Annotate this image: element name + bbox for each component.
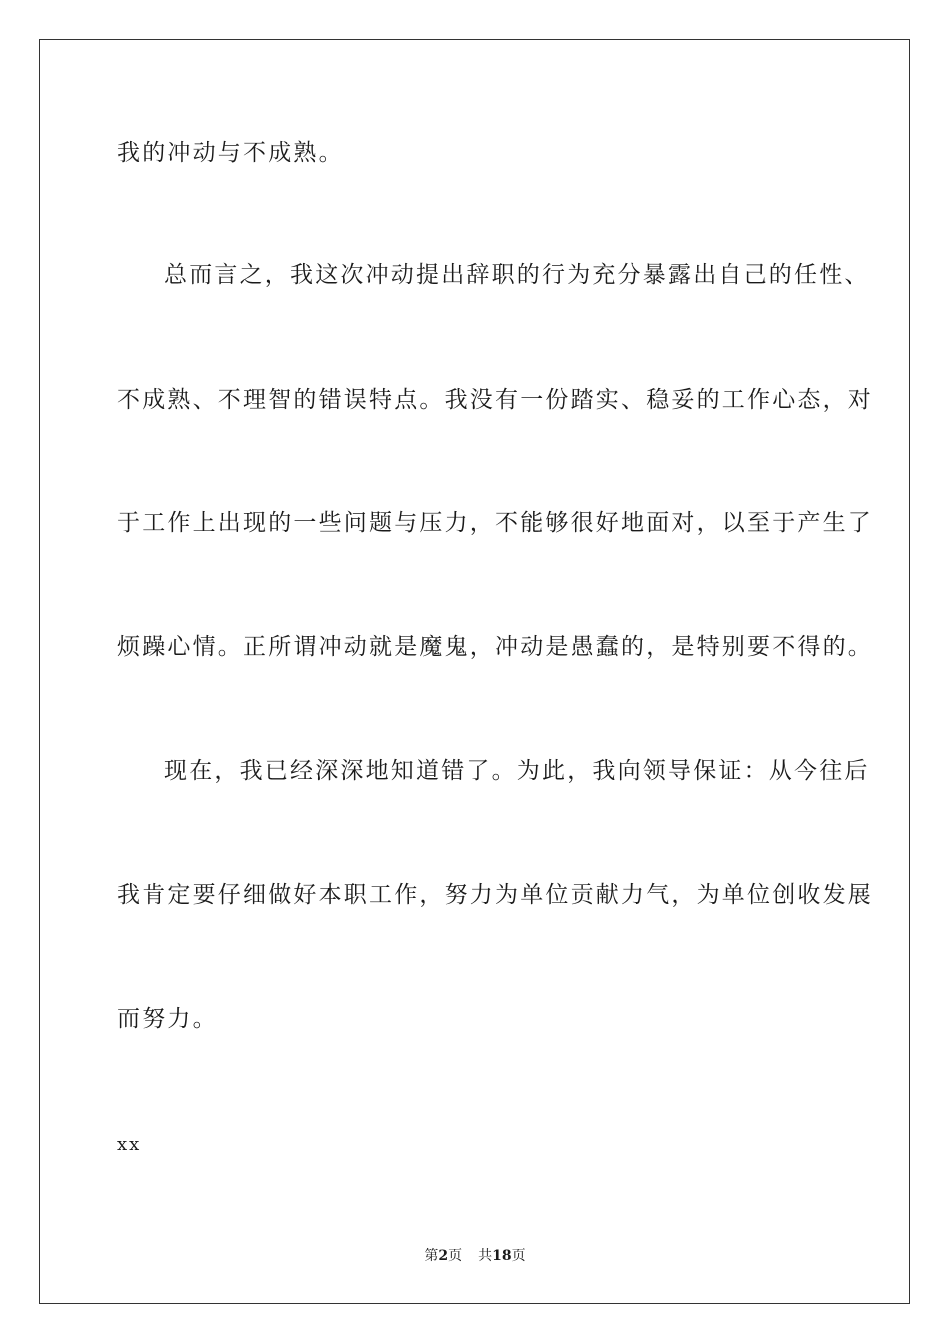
body-line-3: 不成熟、不理智的错误特点。我没有一份踏实、稳妥的工作心态，对 — [117, 387, 873, 413]
body-line-6: 现在，我已经深深地知道错了。为此，我向领导保证：从今往后 — [164, 758, 870, 784]
signature: xx — [117, 1134, 142, 1155]
body-line-7: 我肯定要仔细做好本职工作，努力为单位贡献力气，为单位创收发展 — [117, 882, 873, 908]
page-border — [39, 39, 910, 1304]
body-line-1: 我的冲动与不成熟。 — [117, 140, 344, 166]
total-pages: 18 — [492, 1248, 512, 1264]
body-line-2: 总而言之，我这次冲动提出辞职的行为充分暴露出自己的任性、 — [164, 262, 870, 288]
page-footer — [0, 1246, 950, 1266]
body-line-8: 而努力。 — [117, 1006, 218, 1032]
page-number: 2 — [438, 1248, 449, 1264]
body-line-4: 于工作上出现的一些问题与压力，不能够很好地面对，以至于产生了 — [117, 510, 873, 536]
body-line-5: 烦躁心情。正所谓冲动就是魔鬼，冲动是愚蠢的，是特别要不得的。 — [117, 634, 873, 660]
total-suffix: 页 — [511, 1248, 526, 1264]
page-prefix: 第 — [424, 1248, 439, 1264]
total-prefix: 共 — [478, 1248, 493, 1264]
page-suffix: 页 — [448, 1248, 463, 1264]
